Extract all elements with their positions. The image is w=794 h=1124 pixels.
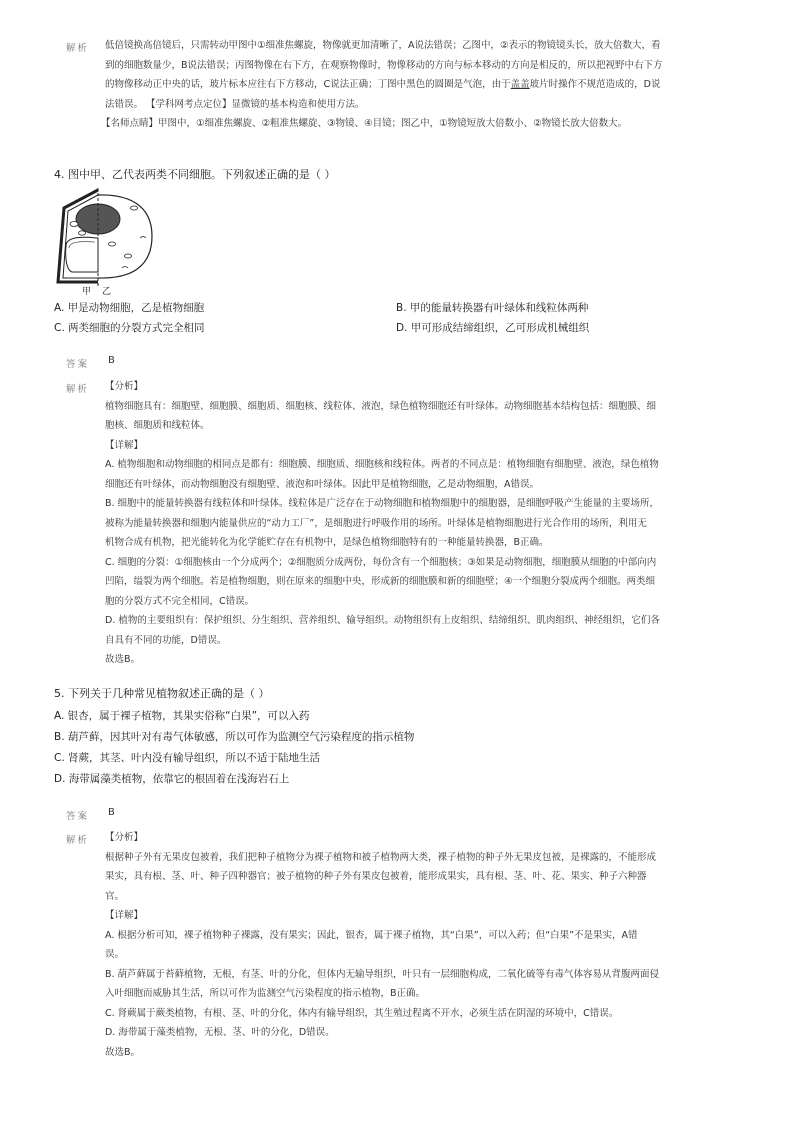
analysis-line: 到的细胞数量少，B说法错误；丙图物像在右下方，在观察物像时，物像移动的方向与标本移动的方向是相反的，所以把视野中右下方 bbox=[105, 59, 663, 71]
analysis-line: A. 植物细胞和动物细胞的相同点是都有：细胞膜、细胞质、细胞核和线粒体。两者的不同点是：植物细胞有细胞壁、液泡，绿色植物 bbox=[105, 459, 659, 470]
answer-label: 答案 bbox=[66, 359, 90, 370]
analysis-line: 【详解】 bbox=[105, 910, 144, 921]
analysis-label: 解析 bbox=[66, 43, 90, 54]
cell-figure bbox=[52, 186, 162, 296]
analysis-line: C. 细胞的分裂：①细胞核由一个分成两个；②细胞质分成两份，每份含有一个细胞核；③如果是动物细胞，细胞膜从细胞的中部向内 bbox=[105, 556, 657, 568]
analysis-line: 机物合成有机物，把光能转化为化学能贮存在有机物中，是绿色植物细胞特有的一种能量转换器，B正确。 bbox=[105, 537, 549, 548]
analysis-line: 法错误。 【学科网考点定位】显微镜的基本构造和使用方法。 bbox=[105, 98, 365, 110]
analysis-line: B. 细胞中的能量转换器有线粒体和叶绿体。线粒体是广泛存在于动物细胞和植物细胞中的细胞器，是细胞呼吸产生能量的主要场所， bbox=[105, 498, 660, 509]
q4-option-c: C. 两类细胞的分裂方式完全相同 bbox=[54, 322, 205, 334]
analysis-line: 果实，具有根、茎、叶、种子四种器官；被子植物的种子外有果皮包被着，能形成果实，具有根、茎、叶、花、果实、种子六种器 bbox=[105, 871, 647, 882]
analysis-line: 故选B。 bbox=[105, 1046, 141, 1058]
analysis-line: 故选B。 bbox=[105, 654, 141, 665]
figure-label-yi: 乙 bbox=[102, 287, 112, 297]
analysis-line: B. 葫芦藓属于苔藓植物，无根，有茎、叶的分化，但体内无输导组织，叶只有一层细胞构成，二氧化硫等有毒气体容易从背腹两面侵 bbox=[105, 968, 660, 980]
master-tip-line: 【名师点睛】甲图中，①细准焦螺旋、②粗准焦螺旋、③物镜、④目镜；图乙中，①物镜短放大倍数小、②物镜长放大倍数大。 bbox=[101, 118, 628, 129]
analysis-line: 【分析】 bbox=[105, 832, 144, 843]
q5-analysis bbox=[105, 828, 727, 1062]
figure-label-jia: 甲 bbox=[82, 287, 92, 297]
underlined-word: 盖盖 bbox=[510, 79, 530, 90]
q4-option-b: B. 甲的能量转换器有叶绿体和线粒体两种 bbox=[396, 302, 589, 314]
question-5-stem: 5. 下列关于几种常见植物叙述正确的是（ ） bbox=[54, 687, 270, 700]
analysis-line: 根据种子外有无果皮包被着，我们把种子植物分为裸子植物和被子植物两大类，裸子植物的种子外无果皮包被，是裸露的，不能形成 bbox=[105, 851, 657, 863]
top-analysis bbox=[101, 36, 727, 134]
analysis-line: 被称为能量转换器和细胞内能量供应的“动力工厂”，是细胞进行呼吸作用的场所。叶绿体是植物细胞进行光合作用的场所，利用无 bbox=[105, 517, 647, 529]
analysis-line: 入叶细胞而威胁其生活，所以可作为监测空气污染程度的指示植物，B正确。 bbox=[105, 988, 426, 999]
analysis-line: 细胞还有叶绿体，而动物细胞没有细胞壁、液泡和叶绿体。因此甲是植物细胞，乙是动物细胞，A错误。 bbox=[105, 478, 540, 490]
q4-analysis bbox=[105, 377, 727, 670]
analysis-line: 误。 bbox=[105, 949, 125, 960]
analysis-line: 的物像移动正中央的话，玻片标本应往右下方移动，C说法正确；丁图中黑色的圆圈是气泡，由于盖盖玻片时操作不规范造成的，D说 bbox=[105, 79, 661, 90]
analysis-line: D. 植物的主要组织有：保护组织、分生组织、营养组织、输导组织。动物组织有上皮组织、结缔组织、肌肉组织、神经组织，它们各 bbox=[105, 615, 660, 626]
q5-option-d: D. 海带属藻类植物，依靠它的根固着在浅海岩石上 bbox=[54, 773, 290, 785]
analysis-line: 【详解】 bbox=[105, 439, 144, 451]
analysis-label: 解析 bbox=[66, 835, 90, 846]
cell-diagram bbox=[52, 186, 162, 296]
q4-option-a: A. 甲是动物细胞，乙是植物细胞 bbox=[54, 302, 205, 314]
q4-option-d: D. 甲可形成结缔组织，乙可形成机械组织 bbox=[396, 322, 590, 334]
analysis-line: 凹陷，缢裂为两个细胞。若是植物细胞，则在原来的细胞中央，形成新的细胞膜和新的细胞壁；④一个细胞分裂成两个细胞。两类细 bbox=[105, 576, 656, 587]
answer-value: B bbox=[108, 355, 115, 366]
analysis-line: 胞核、细胞质和线粒体。 bbox=[105, 420, 210, 431]
question-4-stem: 4. 图中甲、乙代表两类不同细胞。下列叙述正确的是（ ） bbox=[54, 168, 336, 181]
analysis-line: D. 海带属于藻类植物，无根、茎、叶的分化，D错误。 bbox=[105, 1027, 335, 1038]
q5-option-a: A. 银杏，属于裸子植物，其果实俗称“白果”，可以入药 bbox=[54, 710, 310, 722]
answer-value: B bbox=[108, 807, 115, 818]
q5-option-c: C. 肾蕨，其茎、叶内没有输导组织，所以不适于陆地生活 bbox=[54, 752, 321, 764]
analysis-line: 自具有不同的功能，D错误。 bbox=[105, 634, 227, 646]
analysis-line: A. 根据分析可知，裸子植物种子裸露，没有果实；因此，银杏，属于裸子植物，其“白果”，可以入药；但“白果”不是果实，A错 bbox=[105, 929, 638, 941]
analysis-label: 解析 bbox=[66, 384, 90, 395]
answer-label: 答案 bbox=[66, 811, 90, 822]
analysis-line: 胞的分裂方式不完全相同，C错误。 bbox=[105, 595, 255, 607]
analysis-line: C. 肾蕨属于蕨类植物，有根、茎、叶的分化，体内有输导组织，其生殖过程离不开水，必须生活在阴湿的环境中，C错误。 bbox=[105, 1007, 619, 1019]
analysis-line: 官。 bbox=[105, 890, 125, 902]
q5-option-b: B. 葫芦藓，因其叶对有毒气体敏感，所以可作为监测空气污染程度的指示植物 bbox=[54, 731, 415, 743]
analysis-line: 植物细胞具有：细胞壁、细胞膜、细胞质、细胞核、线粒体、液泡，绿色植物细胞还有叶绿体。动物细胞基本结构包括：细胞膜、细 bbox=[105, 400, 657, 412]
analysis-line: 【分析】 bbox=[105, 381, 144, 392]
analysis-line: 低倍镜换高倍镜后，只需转动甲图中①细准焦螺旋，物像就更加清晰了，A说法错误；乙图中，②表示的物镜镜头长，放大倍数大，看 bbox=[105, 40, 661, 51]
